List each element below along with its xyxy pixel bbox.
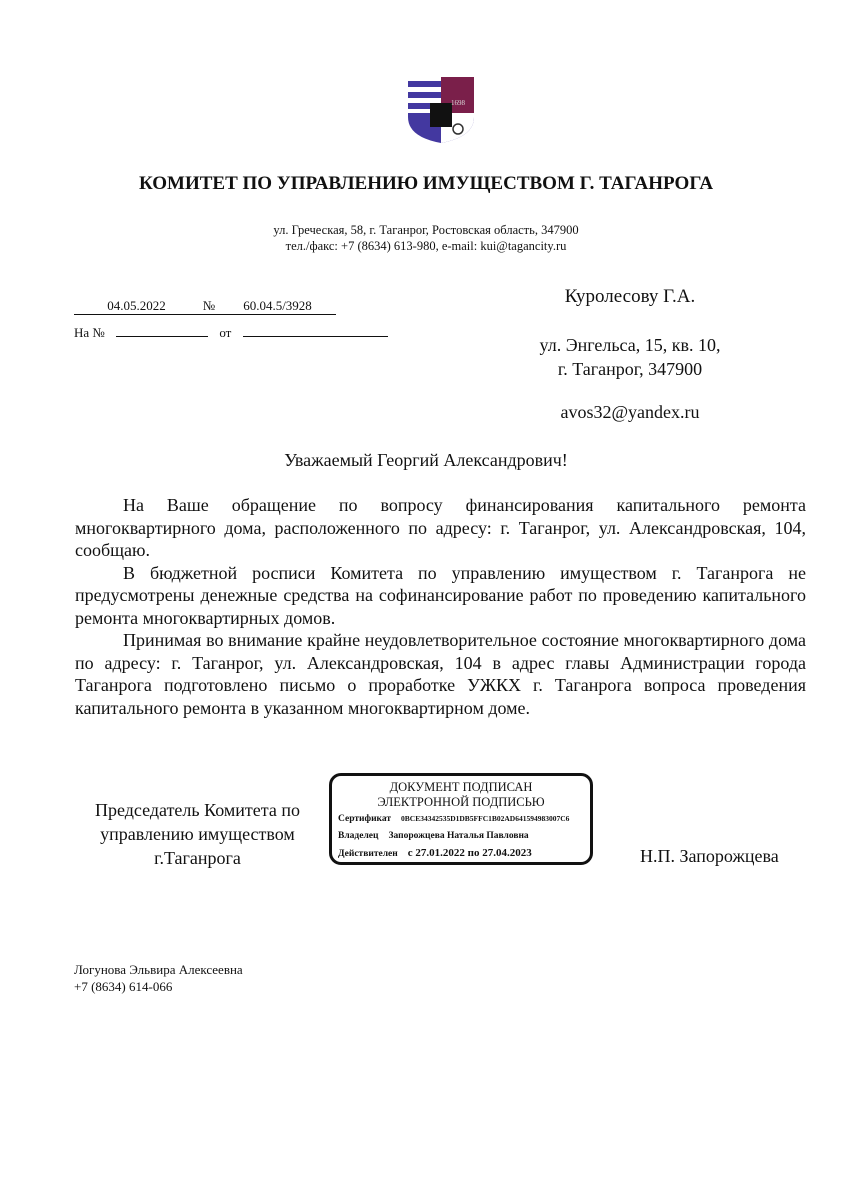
- outgoing-date: 04.05.2022: [74, 298, 199, 315]
- executor-phone: +7 (8634) 614-066: [74, 979, 173, 994]
- recipient-name-text: Куролесову Г.А.: [564, 286, 696, 307]
- electronic-signature-stamp: [329, 773, 593, 865]
- contacts-line: тел./факс: +7 (8634) 613-980, e-mail: kui@tagancity.ru: [285, 239, 567, 253]
- reference-line: [74, 324, 388, 341]
- emblem-year: 1698: [451, 99, 465, 107]
- recipient-address: [510, 333, 750, 381]
- executor-info: [74, 961, 243, 995]
- city-coat-of-arms: [406, 75, 476, 145]
- organization-name: КОМИТЕТ ПО УПРАВЛЕНИЮ ИМУЩЕСТВОМ Г. ТАГАНРОГА: [138, 173, 714, 194]
- ref-date-blank: [243, 324, 388, 337]
- body-paragraph: Принимая во внимание крайне неудовлетворительное состояние многоквартирного дома по адресу: г. Таганрог, ул. Александровская, 104 в адрес главы Администрации города Таганрога подготовлено письмо о проработке УЖКХ г. Таганрога вопроса проведения капитального ремонта в указанном многоквартирном доме.: [75, 630, 806, 718]
- owner-label: Владелец: [338, 831, 379, 841]
- signatory-title-line: г.Таганрога: [154, 848, 241, 868]
- body-paragraph: В бюджетной росписи Комитета по управлению имуществом г. Таганрога не предусмотрены денежные средства на софинансирование работ по проведению капитального ремонта многоквартирных домов.: [75, 562, 806, 628]
- registration-line: [74, 298, 336, 315]
- number-label: №: [199, 298, 219, 315]
- signatory-title-line: Председатель Комитета по: [95, 800, 300, 820]
- recipient-address-line: ул. Энгельса, 15, кв. 10,: [539, 335, 721, 355]
- ref-number-label: На №: [74, 325, 105, 340]
- ref-number-blank: [116, 324, 208, 337]
- organization-address: [0, 222, 852, 254]
- letter-body: [75, 494, 806, 719]
- outgoing-number: 60.04.5/3928: [219, 298, 336, 315]
- body-paragraph: На Ваше обращение по вопросу финансирования капитального ремонта многоквартирного дома, расположенного по адресу: г. Таганрог, ул. Александровская, 104, сообщаю.: [75, 495, 806, 560]
- signatory-name: Н.П. Запорожцева: [640, 846, 779, 866]
- owner-value: Запорожцева Наталья Павловна: [388, 831, 529, 841]
- recipient-address-line: г. Таганрог, 347900: [557, 359, 703, 379]
- address-line: ул. Греческая, 58, г. Таганрог, Ростовская область, 347900: [273, 223, 579, 237]
- stamp-heading: ЭЛЕКТРОННОЙ ПОДПИСЬЮ: [377, 795, 545, 809]
- cert-label: Сертификат: [338, 814, 392, 824]
- signatory-title-line: управлению имуществом: [100, 824, 295, 844]
- stamp-certificate: [338, 810, 584, 828]
- cert-value: 0BCE34342535D1DB5FFC1B02AD641594983007C6: [401, 814, 570, 823]
- valid-label: Действителен: [338, 849, 398, 859]
- signatory-title: [75, 798, 320, 870]
- stamp-heading: ДОКУМЕНТ ПОДПИСАН: [389, 780, 533, 794]
- valid-value: с 27.01.2022 по 27.04.2023: [407, 847, 532, 859]
- recipient-email: avos32@yandex.ru: [560, 402, 700, 422]
- recipient-name: [510, 286, 750, 308]
- stamp-validity: [338, 845, 584, 863]
- ref-from-label: от: [219, 325, 232, 340]
- stamp-owner: [338, 828, 584, 845]
- greeting: Уважаемый Георгий Александрович!: [284, 450, 568, 470]
- executor-name: Логунова Эльвира Алексеевна: [74, 962, 243, 977]
